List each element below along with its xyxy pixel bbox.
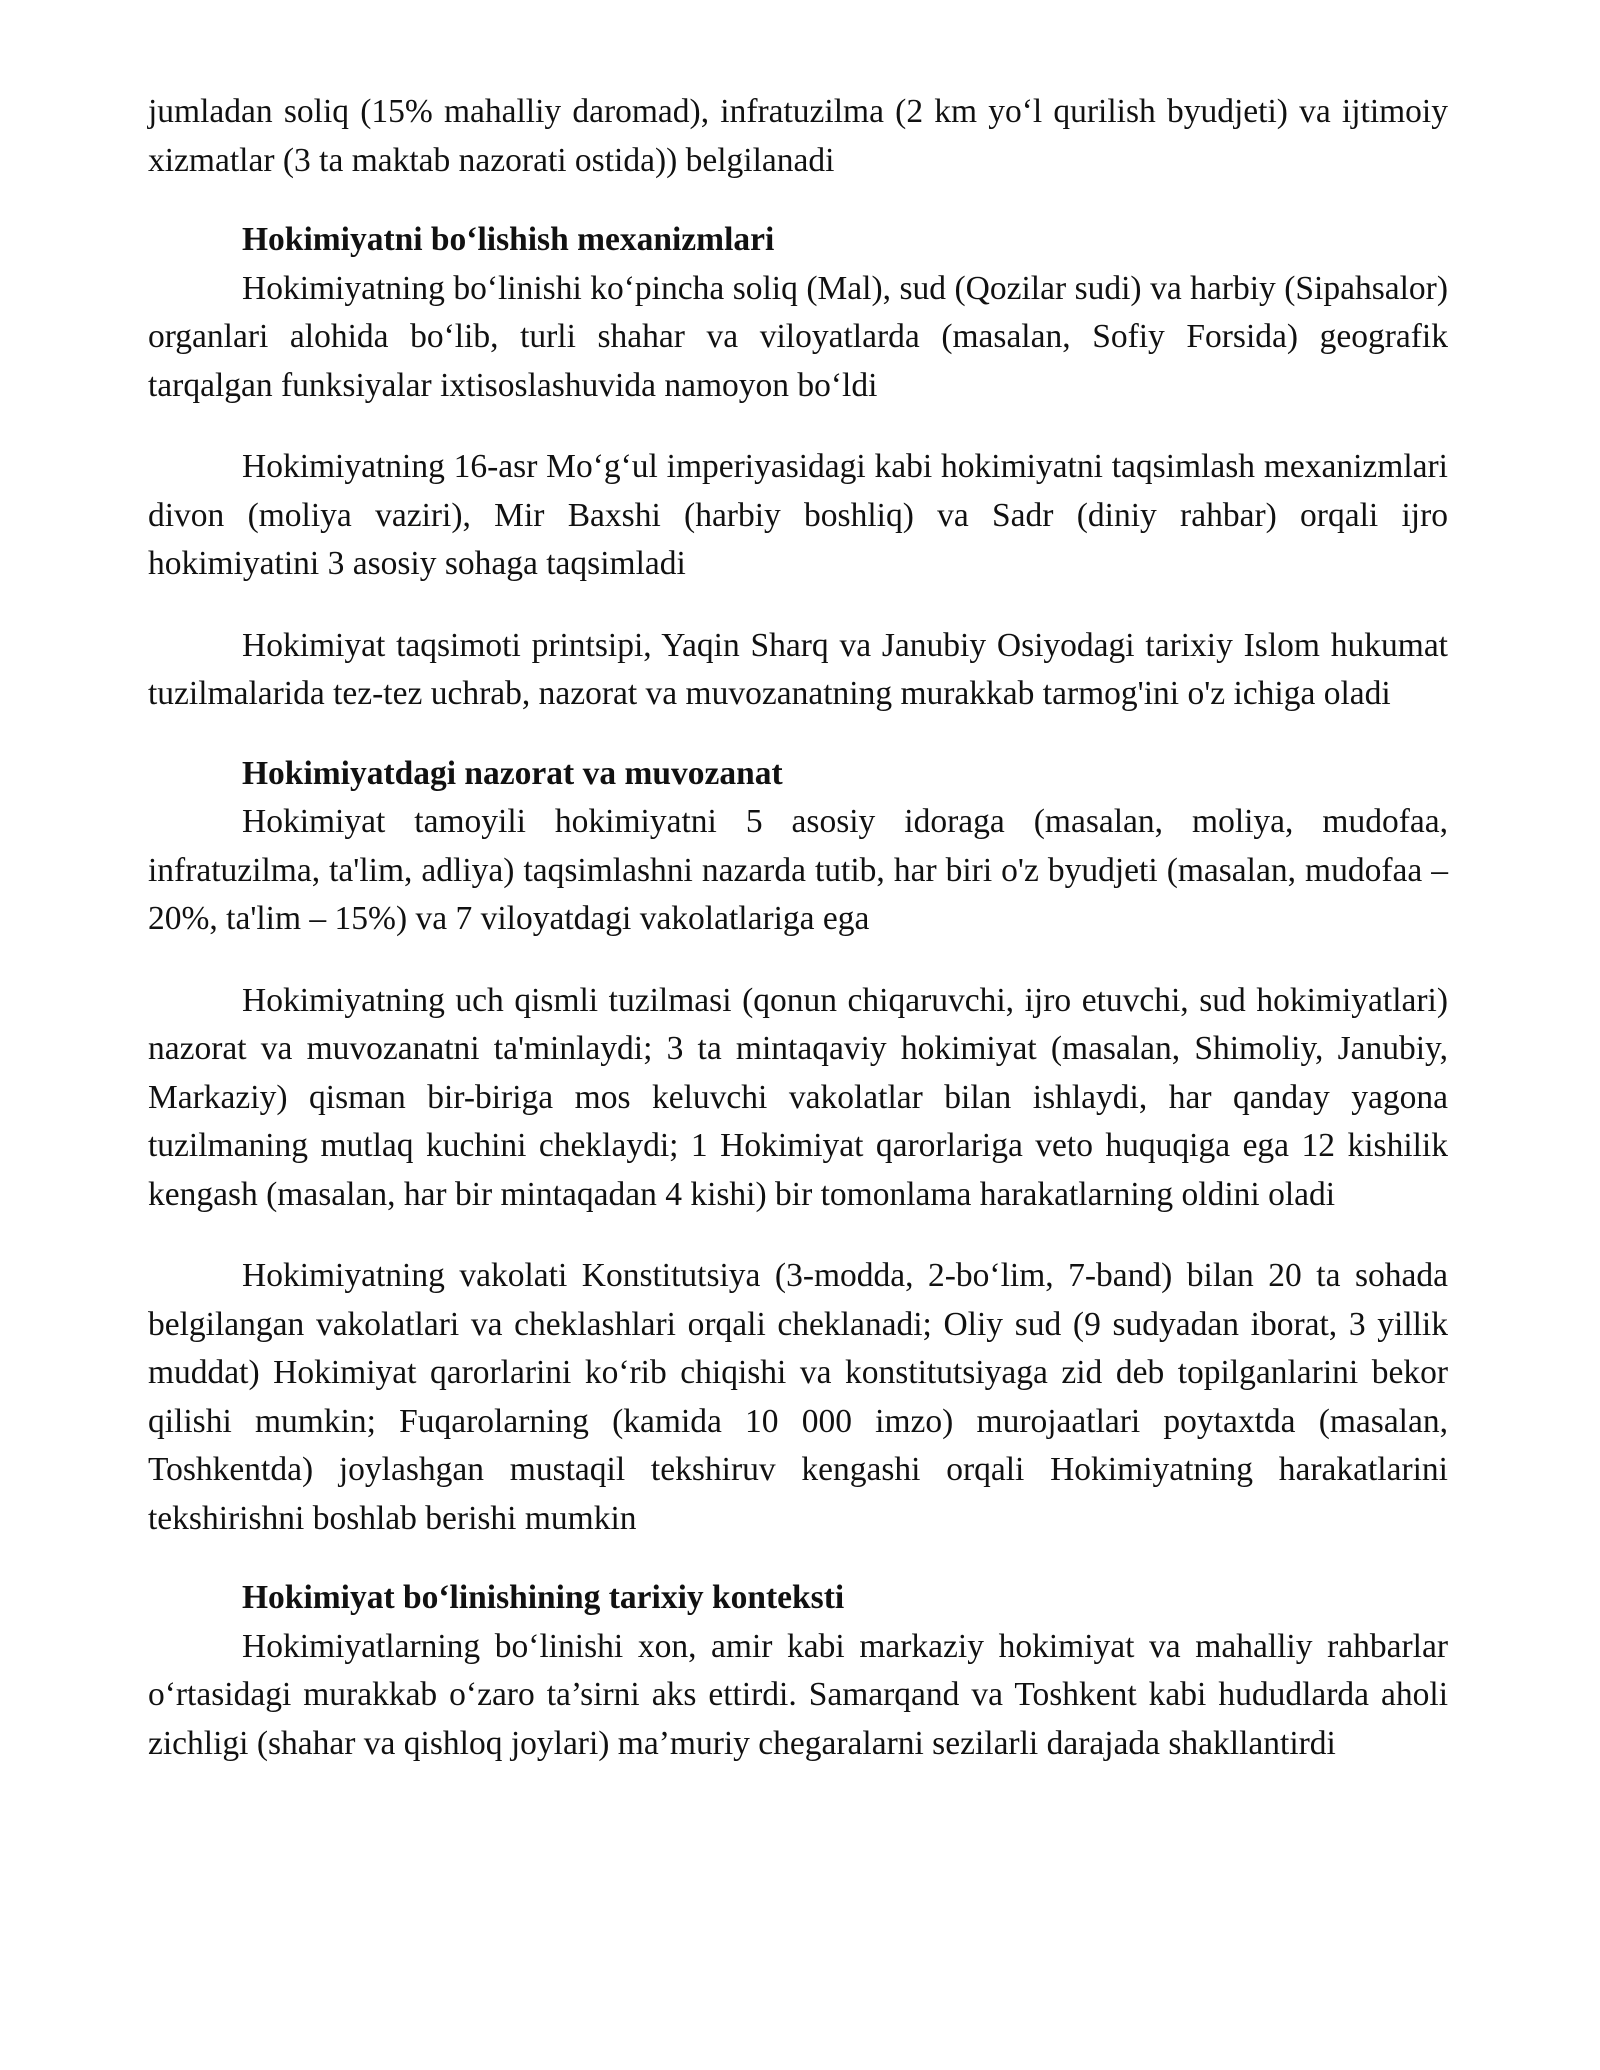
section-heading-power-sharing: Hokimiyatni bo‘lishish mexanizmlari xyxy=(242,221,775,258)
paragraph-constitutional-limits: Hokimiyatning vakolati Konstitutsiya (3-modda, 2-bo‘lim, 7-band) bilan 20 ta sohada belgilangan vakolatlari va cheklashlari orqali cheklanadi; Oliy sud (9 sudyadan iborat, 3 yillik muddat) Hokimiyat qarorlarini ko‘rib chiqishi va konstitutsiyaga zid deb topilganlarini bekor qilishi mumkin; Fuqarolarning (kamida 10 000 imzo) murojaatlari poytaxtda (masalan, Toshkentda) joylashgan mustaqil tekshiruv kengashi orqali Hokimiyatning harakatlarini tekshirishni boshlab berishi mumkin xyxy=(148,1257,1448,1537)
paragraph-historical-interaction: Hokimiyatlarning bo‘linishi xon, amir kabi markaziy hokimiyat va mahalliy rahbarlar o‘rtasidagi murakkab o‘zaro ta’sirni aks ettirdi. Samarqand va Toshkent kabi hududlarda aholi zichligi (shahar va qishloq joylari) ma’muriy chegaralarni sezilarli darajada shakllantirdi xyxy=(148,1627,1448,1762)
paragraph-continuation: jumladan soliq (15% mahalliy daromad), infratuzilma (2 km yo‘l qurilish byudjeti) va ijtimoiy xizmatlar (3 ta maktab nazorati ostida)) belgilanadi xyxy=(148,93,1448,179)
paragraph-mughal-mechanisms: Hokimiyatning 16-asr Mo‘g‘ul imperiyasidagi kabi hokimiyatni taqsimlash mexanizmlari divon (moliya vaziri), Mir Baxshi (harbiy boshliq) va Sadr (diniy rahbar) orqali ijro hokimiyatini 3 asosiy sohaga taqsimladi xyxy=(148,448,1448,582)
paragraph-three-branch-structure: Hokimiyatning uch qismli tuzilmasi (qonun chiqaruvchi, ijro etuvchi, sud hokimiyatlari) nazorat va muvozanatni ta'minlaydi; 3 ta mintaqaviy hokimiyat (masalan, Shimoliy, Janubiy, Markaziy) qisman bir-biriga mos keluvchi vakolatlar bilan ishlaydi, har qanday yagona tuzilmaning mutlaq kuchini cheklaydi; 1 Hokimiyat qarorlariga veto huquqiga ega 12 kishilik kengash (masalan, har bir mintaqadan 4 kishi) bir tomonlama harakatlarning oldini oladi xyxy=(148,981,1448,1213)
section-heading-historical-context: Hokimiyat bo‘linishining tarixiy konteksti xyxy=(242,1579,845,1616)
section-heading-checks-balances: Hokimiyatdagi nazorat va muvozanat xyxy=(242,754,783,792)
paragraph-five-offices: Hokimiyat tamoyili hokimiyatni 5 asosiy idoraga (masalan, moliya, mudofaa, infratuzilma, ta'lim, adliya) taqsimlashni nazarda tutib, har biri o'z byudjeti (masalan, mudofaa – 20%, ta'lim – 15%) va 7 viloyatdagi vakolatlariga ega xyxy=(148,803,1448,937)
document-page xyxy=(148,88,1448,1768)
paragraph-distribution-principle: Hokimiyat taqsimoti printsipi, Yaqin Sharq va Janubiy Osiyodagi tarixiy Islom hukumat tuzilmalarida tez-tez uchrab, nazorat va muvozanatning murakkab tarmog'ini o'z ichiga oladi xyxy=(148,626,1448,712)
paragraph-power-division: Hokimiyatning bo‘linishi ko‘pincha soliq (Mal), sud (Qozilar sudi) va harbiy (Sipahsalor) organlari alohida bo‘lib, turli shahar va viloyatlarda (masalan, Sofiy Forsida) geografik tarqalgan funksiyalar ixtisoslashuvida namoyon bo‘ldi xyxy=(148,269,1448,404)
